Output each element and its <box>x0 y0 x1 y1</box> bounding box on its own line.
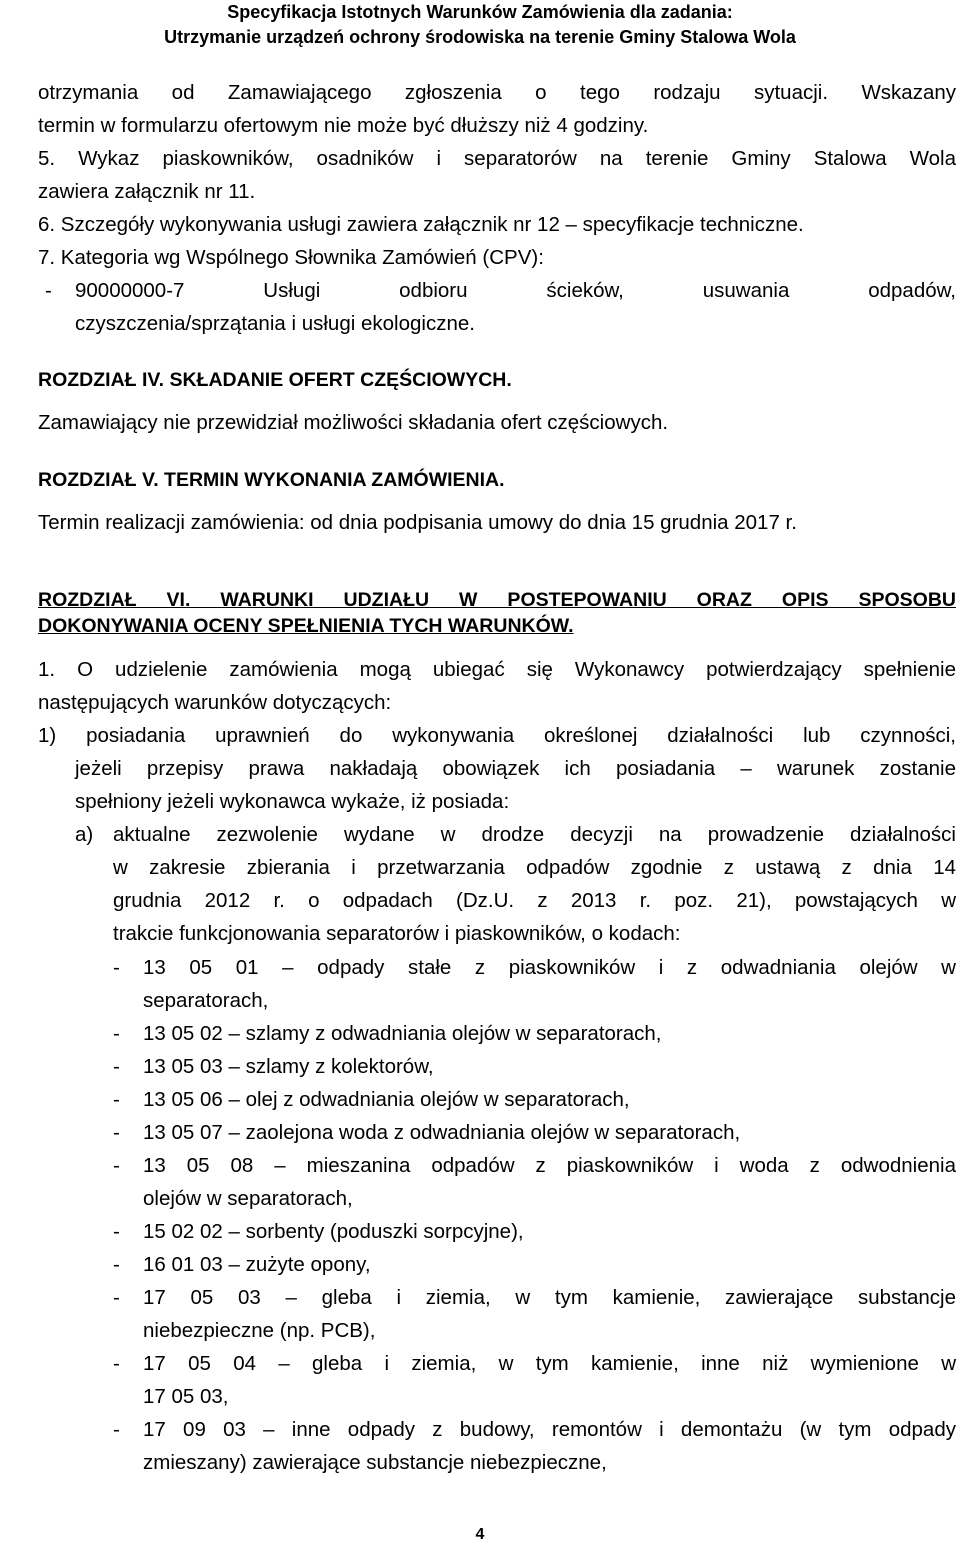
code-item-line-2: olejów w separatorach, <box>143 1187 353 1210</box>
section-4-heading: ROZDZIAŁ IV. SKŁADANIE OFERT CZĘŚCIOWYCH. <box>38 369 512 391</box>
condition-1-line-2: jeżeli przepisy prawa nakładają obowiązek ich posiadania – warunek zostanie <box>75 757 956 780</box>
code-item-line-1: 17 05 03 – gleba i ziemia, w tym kamienie, zawierające substancje <box>143 1286 956 1309</box>
code-item-line-1: 13 05 08 – mieszanina odpadów z piaskowników i woda z odwodnienia <box>143 1154 956 1177</box>
code-item-line-1: 16 01 03 – zużyte opony, <box>143 1253 371 1276</box>
condition-1-line-3: spełniony jeżeli wykonawca wykaże, iż posiada: <box>75 790 510 813</box>
item-5-line-1: 5. Wykaz piaskowników, osadników i separatorów na terenie Gminy Stalowa Wola <box>38 147 956 170</box>
cpv-line-1: 90000000-7 Usługi odbioru ścieków, usuwania odpadów, <box>75 279 956 302</box>
code-item-line-1: 13 05 01 – odpady stałe z piaskowników i z odwadniania olejów w <box>143 956 956 979</box>
condition-a-line-4: trakcie funkcjonowania separatorów i piaskowników, o kodach: <box>113 922 681 945</box>
section-5-heading: ROZDZIAŁ V. TERMIN WYKONANIA ZAMÓWIENIA. <box>38 469 505 491</box>
code-item-line-1: 13 05 06 – olej z odwadniania olejów w separatorach, <box>143 1088 630 1111</box>
code-item-dash: - <box>113 1121 120 1144</box>
code-item-dash: - <box>113 956 120 979</box>
code-item-line-1: 17 05 04 – gleba i ziemia, w tym kamienie, inne niż wymienione w <box>143 1352 956 1375</box>
code-item-line-2: zmieszany) zawierające substancje niebezpieczne, <box>143 1451 607 1474</box>
page-number: 4 <box>475 1526 485 1543</box>
code-item-dash: - <box>113 1088 120 1111</box>
code-item-line-2: 17 05 03, <box>143 1385 229 1408</box>
code-item-dash: - <box>113 1286 120 1309</box>
condition-a-line-3: grudnia 2012 r. o odpadach (Dz.U. z 2013 r. poz. 21), powstających w <box>113 889 956 912</box>
code-item-dash: - <box>113 1220 120 1243</box>
intro-line-1: otrzymania od Zamawiającego zgłoszenia o tego rodzaju sytuacji. Wskazany <box>38 81 956 104</box>
code-item-line-2: separatorach, <box>143 989 269 1012</box>
cpv-line-2: czyszczenia/sprzątania i usługi ekologiczne. <box>75 312 475 335</box>
code-item-line-1: 17 09 03 – inne odpady z budowy, remontów i demontażu (w tym odpady <box>143 1418 956 1441</box>
header-title-line1: Specyfikacja Istotnych Warunków Zamówienia dla zadania: <box>227 2 733 22</box>
code-item-line-1: 13 05 07 – zaolejona woda z odwadniania olejów w separatorach, <box>143 1121 741 1144</box>
document-header <box>0 0 960 50</box>
condition-a-line-2: w zakresie zbierania i przetwarzania odpadów zgodnie z ustawą z dnia 14 <box>113 856 956 879</box>
code-item-line-1: 13 05 03 – szlamy z kolektorów, <box>143 1055 434 1078</box>
item-6: 6. Szczegóły wykonywania usługi zawiera załącznik nr 12 – specyfikacje techniczne. <box>38 213 804 236</box>
section-6-p1-line-1: 1. O udzielenie zamówienia mogą ubiegać się Wykonawcy potwierdzający spełnienie <box>38 658 956 681</box>
code-item-dash: - <box>113 1418 120 1441</box>
section-5-text: Termin realizacji zamówienia: od dnia podpisania umowy do dnia 15 grudnia 2017 r. <box>38 511 797 534</box>
condition-a-label: a) <box>75 823 94 846</box>
section-4-text: Zamawiający nie przewidział możliwości składania ofert częściowych. <box>38 411 669 434</box>
intro-line-2: termin w formularzu ofertowym nie może być dłuższy niż 4 godziny. <box>38 114 649 137</box>
code-item-line-1: 15 02 02 – sorbenty (poduszki sorpcyjne), <box>143 1220 524 1243</box>
code-item-dash: - <box>113 1055 120 1078</box>
code-item-line-2: niebezpieczne (np. PCB), <box>143 1319 376 1342</box>
section-6-p1-line-2: następujących warunków dotyczących: <box>38 691 392 714</box>
section-6-heading-line-1: ROZDZIAŁ VI. WARUNKI UDZIAŁU W POSTEPOWANIU ORAZ OPIS SPOSOBU <box>38 589 956 611</box>
code-item-line-1: 13 05 02 – szlamy z odwadniania olejów w separatorach, <box>143 1022 662 1045</box>
condition-1-line-1: 1) posiadania uprawnień do wykonywania określonej działalności lub czynności, <box>38 724 956 747</box>
condition-a-line-1: aktualne zezwolenie wydane w drodze decyzji na prowadzenie działalności <box>113 823 956 846</box>
code-item-dash: - <box>113 1253 120 1276</box>
header-title-line2: Utrzymanie urządzeń ochrony środowiska na terenie Gminy Stalowa Wola <box>164 27 796 47</box>
section-6-heading-line-2: DOKONYWANIA OCENY SPEŁNIENIA TYCH WARUNKÓW. <box>38 615 574 637</box>
cpv-dash: - <box>45 279 52 302</box>
code-item-dash: - <box>113 1352 120 1375</box>
code-item-dash: - <box>113 1022 120 1045</box>
code-item-dash: - <box>113 1154 120 1177</box>
item-5-line-2: zawiera załącznik nr 11. <box>38 180 256 203</box>
item-7: 7. Kategoria wg Wspólnego Słownika Zamówień (CPV): <box>38 246 544 269</box>
